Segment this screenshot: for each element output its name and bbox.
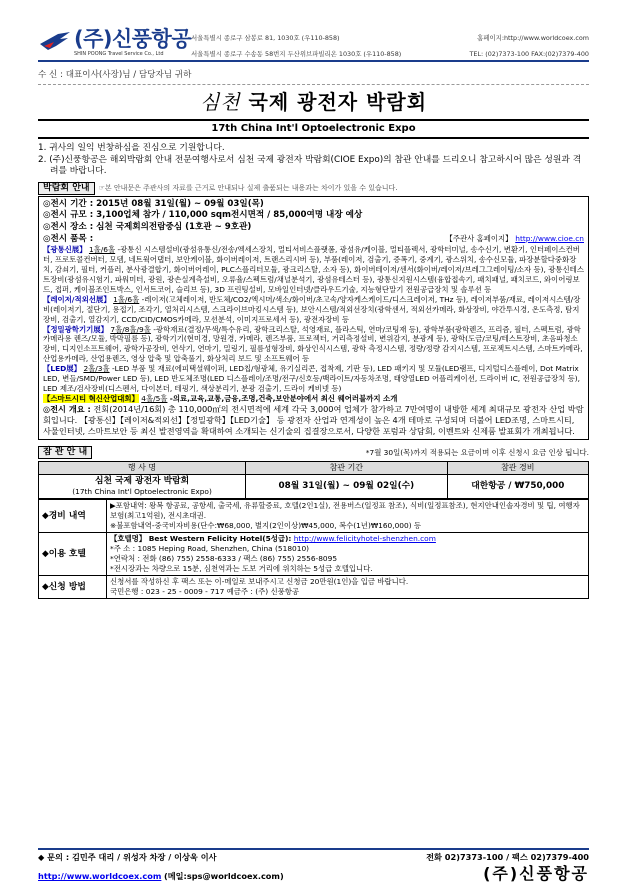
hotel-address: *주 소 : 1085 Heping Road, Shenzhen, China (518010) bbox=[110, 544, 310, 554]
hotel-label: ◆이용 호텔 bbox=[39, 533, 107, 576]
category-text: -광학재료(결정/무색/특수유리, 광학크리스탈, 석영재료, 플라스틱, 연마/코팅재 등), 광학부품(광학렌즈, 프리즘, 필터, 스펙트럼, 광학 카메라용 렌즈/모듈, 박막필름 등), 광학기기(현미경, 망원경, 카메라, 렌즈부품, 프로젝터, 거리측정설비, 변위감지, 분광계 등), 광학(도금/코팅/테스트장비, 초음파청소장비, 디지인소프트웨어, 광학가공장비, 연삭기, 연마기, 밀링기, 필름성형장비, 화상인식시스템, 광학 측정시스템, 정량/정량 감지시스템, 프로젝트시스템, 스마트카메라, 산업용카메라, 산업용렌즈, 영상 압축 및 압축풀기, 화상처리 보드 및 소프트웨어 등 bbox=[43, 324, 583, 364]
document-title bbox=[38, 90, 589, 115]
column-header: 참관 경비 bbox=[447, 462, 588, 475]
category-halls: 2홀/3홀 bbox=[83, 364, 110, 374]
category-title: 【스마트시티 혁신산업대회】 bbox=[43, 393, 139, 403]
category-halls: 1홀/6홀 bbox=[113, 294, 140, 304]
apply-text: 신청서를 작성하신 후 팩스 또는 이-메일로 보내주시고 신청금 20만원(1인)을 입금 바랍니다. bbox=[110, 577, 409, 587]
hotel-name-row bbox=[110, 534, 585, 544]
hotel-contact: *연락처 : 전화 (86) 755) 2558-6333 / 팩스 (86) 755) 2556-8095 bbox=[110, 554, 338, 564]
organizer-homepage bbox=[445, 234, 584, 246]
fair-scale: ◎전시 규모 : 3,100업체 참가 / 110,000 sqm전시면적 / 85,000여명 내장 예상 bbox=[43, 210, 363, 221]
recipient-line: 수 신 : 대표이사(사장)님 / 담당자님 귀하 bbox=[38, 70, 589, 85]
participation-detail-table bbox=[38, 499, 589, 599]
footer bbox=[38, 848, 589, 884]
category-halls: 4홀/5홀 bbox=[141, 393, 168, 403]
participation-header bbox=[38, 446, 589, 459]
english-title: 17th China Int'l Optoelectronic Expo bbox=[38, 119, 589, 140]
overview-label: ◎전시 개요 : bbox=[43, 403, 91, 414]
hotel-link[interactable]: http://www.felicityhotel-shenzhen.com bbox=[293, 534, 436, 544]
intro-item: 1. 귀사의 일익 번창하심을 진심으로 기원합니다. bbox=[38, 143, 225, 154]
apply-label: ◆신청 방법 bbox=[39, 576, 107, 599]
category-title: 【LED展】 bbox=[43, 364, 82, 374]
category-title: 【정밀광학기기展】 bbox=[43, 324, 109, 334]
event-name-english: (17th China Int'l Optoelectronic Expo) bbox=[72, 487, 212, 497]
cost-included: ▶포함내역: 왕복 항공료, 공항세, 출국세, 유류할증료, 호텔(2인1실), 전용버스(일정표 참조), 식비(일정표참조), 현지안내인솔자경비 및 팁, 여행자보험(최고1억원), 전시초대권. bbox=[110, 501, 580, 521]
event-period: 08월 31일(월) ~ 09월 02일(수) bbox=[246, 475, 448, 499]
category-text: -광통신 시스템설비(광섬유통신/전송/엑세스장치, 멀티서비스플랫폼, 광섬유/케이블, 멀티플렉서, 광학터미널, 송수신기, 변환기, 인터페이스컨버터, 프로토콜컨버터, 모뎀, 네트웍어댑터, 보안케이블, 화이버레이저, 트랜스리시버 등), 부품(레이저, 검출기, 증폭기, 중계기, 광스위치, 송수신모듈, 파장분할다중화장치, 감쇠기, 필터, 커플러, 분사광결합기, 화이버어레이, PLC스플리터모듈, 광크리스탈, 소자 등), 화이버테이저/센서(화이버/레이저/브레그그레이팅/소자 등), 광통신테스트장비(광섬유시험기, 파워미터, 광원, 광손실계측설비, 오류율/스펙트럼/채널분석기, 광섬유테스터 등), 광통신지원시스템(융합접속기, 패치패널, 패치코드, 와이어링보드, 접퍼, 케이블조인트박스, 인서트코어, 슬리브 등), 3D 프린팅설비, 모바일인터넷/클라우드기술, 지능형단말기 전원공급장치 및 솔루션 등 bbox=[43, 245, 584, 294]
company-logo-subtitle: SHIN POONG Travel Service Co., Ltd bbox=[74, 51, 164, 57]
organizer-homepage-label: 【주관사 홈페이지】 bbox=[445, 233, 513, 243]
fair-section-tag: 박람회 안내 bbox=[38, 182, 95, 195]
category-block bbox=[43, 245, 584, 295]
bank-account: 국민은행 : 023 - 25 - 0009 - 717 예금주 : (주) 신풍항공 bbox=[110, 587, 300, 597]
category-halls: 7홀/8홀/9홀 bbox=[110, 324, 151, 334]
category-block bbox=[43, 325, 584, 365]
table-row bbox=[39, 500, 589, 533]
table-header-row bbox=[39, 462, 589, 475]
column-header: 행 사 명 bbox=[39, 462, 246, 475]
event-price: 대한항공 / ₩750,000 bbox=[447, 475, 588, 499]
bird-logo-icon bbox=[38, 30, 72, 52]
category-text: -의료,교육,교통,금융,조명,건축,보안분야에서 최신 웨어러블까지 소개 bbox=[169, 393, 398, 403]
column-header: 참관 기간 bbox=[246, 462, 448, 475]
event-name: 심천 국제 광전자 박람회 bbox=[94, 476, 190, 487]
company-tel-fax: TEL: (02)7373-100 FAX:(02)7379-400 bbox=[469, 50, 589, 58]
hotel-note: *전시장과는 차량으로 15분, 심천역과는 도보 거리에 위치하는 5성급 호텔입니다. bbox=[110, 564, 373, 574]
category-text: -LED 부품 및 재료(에피택셜웨이퍼, LED칩/형광체, 유기실리콘, 접착제, 기판 등), LED 패키지 및 모듈(LED램프, 디지털디스플레이, Dot Matrix LED, 변들/SMD/Power LED 등), LED 반도체조명(LED 디스플레이/조명/전구/신호등/백라이트/자동차조명, 태양열LED 어플리케이션, 드라이버 IC, 전원공급장치 등), LED 제조/검사장비(디스펜서, 다이본더, 테핑기, 색상분리기, 분광 검출기, 드라이 케비넷 등) bbox=[43, 364, 581, 394]
fair-section-header bbox=[38, 182, 589, 195]
intro-item: 2. (주)신풍항공은 해외박람회 안내 전문여행사로서 심천 국제 광전자 박람회(CIOE Expo)의 참관 안내를 드리오니 참고하시어 많은 성원과 격려를 바랍니다. bbox=[38, 154, 582, 177]
category-block bbox=[43, 364, 584, 394]
letterhead bbox=[38, 0, 589, 62]
title-city: 심천 bbox=[199, 89, 241, 114]
title-text: 국제 광전자 박람회 bbox=[248, 89, 428, 114]
table-row bbox=[39, 576, 589, 599]
fair-overview bbox=[43, 404, 584, 437]
table-row bbox=[39, 533, 589, 576]
category-halls: 1홀/6홀 bbox=[88, 245, 116, 255]
company-homepage: 홈페이지:http://www.worldcoex.com bbox=[477, 34, 589, 42]
fair-items-row bbox=[43, 234, 584, 246]
footer-phone: 전화 02)7373-100 / 팩스 02)7379-400 bbox=[426, 852, 589, 862]
participation-tag: 참 관 안 내 bbox=[38, 446, 92, 459]
fair-items-label: ◎전시 품목 : bbox=[43, 233, 94, 244]
cost-label: ◆경비 내역 bbox=[39, 500, 107, 533]
participation-note: *7월 30일(목)까지 적용되는 요금이며 이후 신청시 요금 인상 됩니다. bbox=[365, 448, 589, 458]
footer-contact: ◆ 문의 : 김민주 대리 / 위성자 차장 / 이상욱 이사 bbox=[38, 852, 217, 862]
hotel-name: 【호텔명】 Best Western Felicity Hotel(5성급): bbox=[110, 534, 292, 544]
category-block bbox=[43, 394, 584, 404]
cost-details bbox=[107, 500, 589, 533]
footer-email: (메일:sps@worldcoex.com) bbox=[164, 871, 284, 882]
fair-period: ◎전시 기간 : 2015년 08월 31일(월) ~ 09월 03일(목) bbox=[43, 198, 264, 209]
hotel-details bbox=[107, 533, 589, 576]
company-address-1: 서울특별시 종로구 삼봉로 81, 1030호 (우110-858) bbox=[191, 34, 340, 42]
footer-web-row bbox=[38, 864, 589, 884]
footer-url-link[interactable]: http://www.worldcoex.com bbox=[38, 871, 162, 882]
event-name-cell bbox=[39, 475, 246, 499]
footer-brand: (주)신풍항공 bbox=[483, 864, 589, 884]
company-address-2: 서울특별시 종로구 수송동 58번지 두산위브파빌리온 1030호 (우110-858) bbox=[191, 50, 402, 58]
table-row bbox=[39, 475, 589, 499]
fair-venue: ◎전시 장소 : 심천 국제회의전람중심 (1호관 ~ 9호관) bbox=[43, 221, 252, 232]
category-title: 【레이저/적외선展】 bbox=[43, 294, 111, 304]
category-text: -레이저(고체레이저, 반도체/CO2/엑시머/색소/화이버/초고속/양자케스케이드/디스크레이저, THz 등), 레이저부품/재료, 레이저시스템/장비(레이저기, 절단기, 용접기, 조각기, 열처리시스템, 스크라이브마킹시스템 등), 보안시스템/적외선장치(광학센서, 적외선카메라, 화상장비, 야간투시경, 온도측정, 탐지장비, 검출기, 열감지기, CCD/CID/CMOS카메라, 모션분석, 이미지프로세서 등), 광전자장비 등 bbox=[43, 294, 581, 324]
apply-details bbox=[107, 576, 589, 599]
organizer-homepage-link[interactable]: http://www.cioe.cn bbox=[515, 233, 584, 243]
overview-text: 전회(2014년/16회) 총 110,000㎡의 전시면적에 세계 각국 3,000여 업체가 참가하고 7만여명이 내방한 세계 최대규모 광전자 산업 박람회입니다. 【광통신】【레이저&적외선】【정밀광학】【LED기술】 등 광전자 산업과 연계성이 높은 4개 테마로 구성되며 더불어 LED조명, 스마트시티, 사물인터넷, 스마트보안 등 최신 발전영역을 확대하여 소개되는 신기술의 집결장으로서, 다양한 포럼과 상담회, 이벤트와 신제품 발표회가 개최됩니다. bbox=[43, 403, 584, 436]
intro-list bbox=[38, 143, 589, 177]
participation-table bbox=[38, 461, 589, 499]
category-title: 【광통신展】 bbox=[43, 245, 87, 255]
fair-info-box bbox=[38, 196, 589, 440]
footer-web bbox=[38, 871, 284, 881]
category-block bbox=[43, 295, 584, 325]
footer-contact-row bbox=[38, 852, 589, 862]
company-logo-text: (주)신풍항공 bbox=[74, 27, 192, 51]
cost-excluded: ※불포함내역-중국비자비용(단수:₩68,000, 별지(2인이상)₩45,000, 복수(1년)₩160,000) 등 bbox=[110, 521, 422, 531]
fair-section-note: ☞본 안내문은 주관사의 자료를 근거로 안내되나 실제 출품되는 내용과는 차이가 있을 수 있습니다. bbox=[98, 183, 398, 192]
